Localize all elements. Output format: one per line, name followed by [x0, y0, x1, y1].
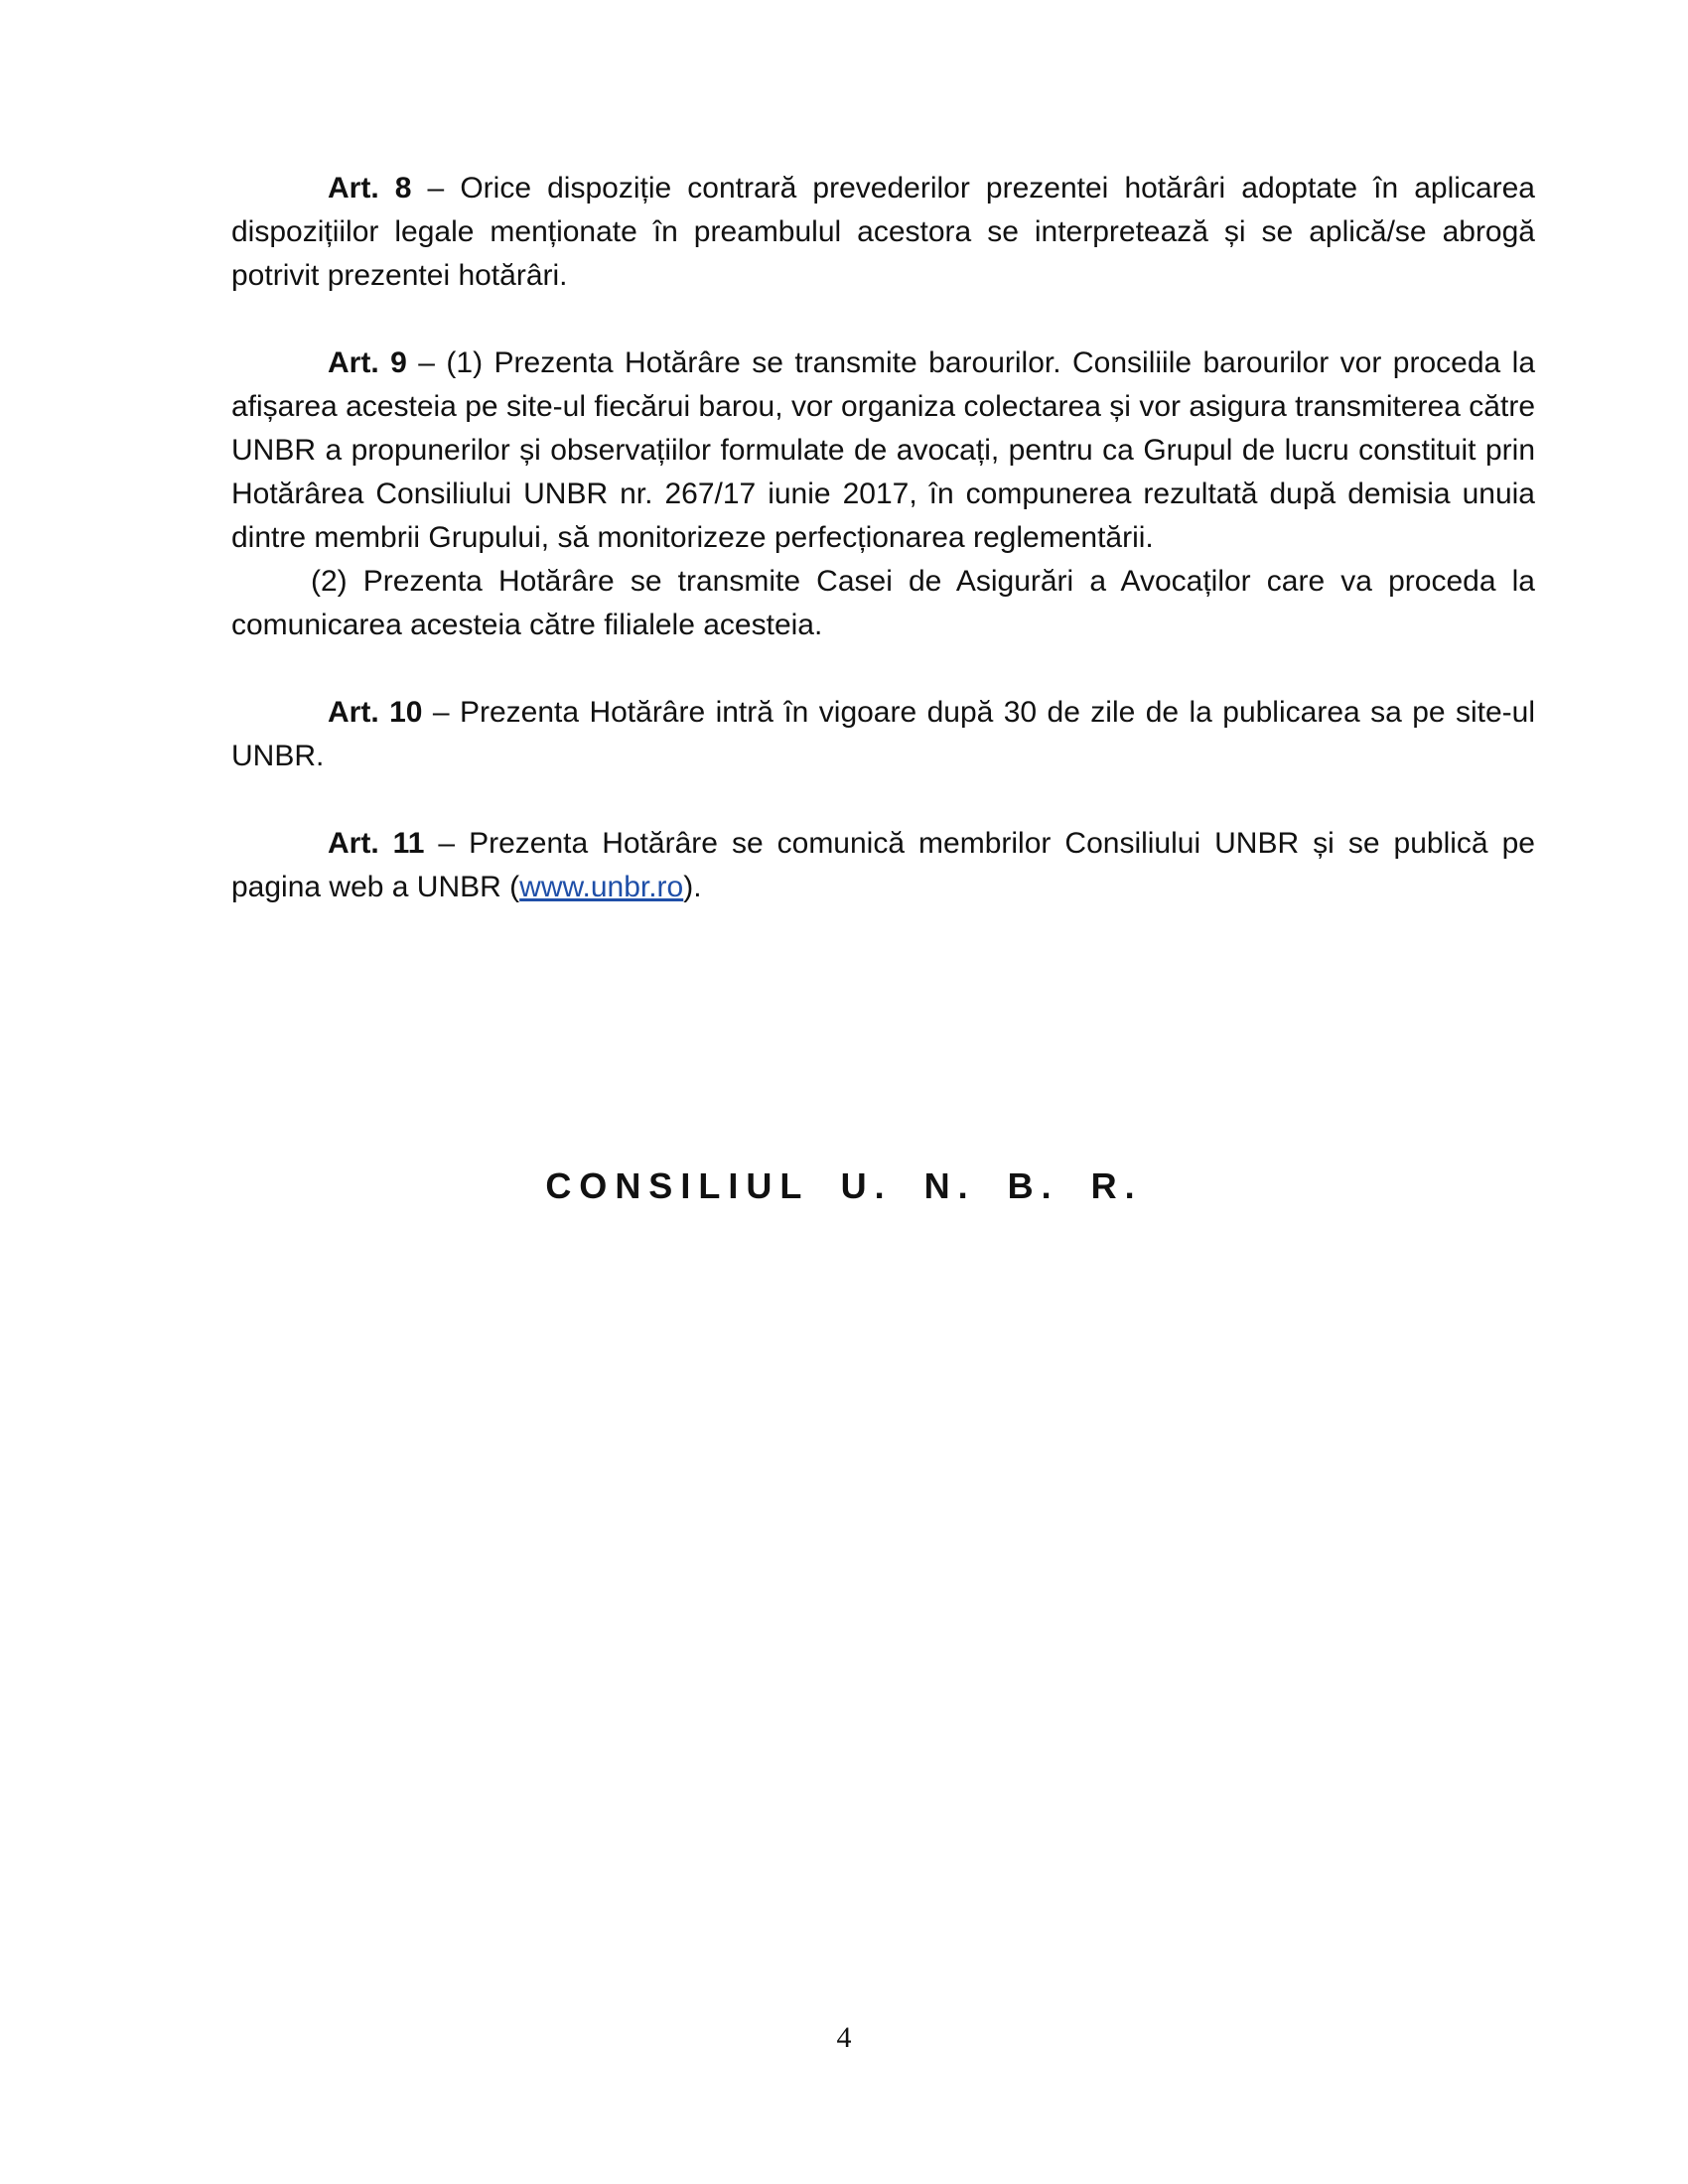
- page-number: 4: [836, 2021, 852, 2054]
- article-8: [231, 167, 1535, 298]
- spacer: [231, 778, 1535, 822]
- article-9-paragraph-1-text: – (1) Prezenta Hotărâre se transmite barourilor. Consiliile barourilor vor proceda la afișarea acesteia pe site-ul fiecărui barou, vor organiza colectarea și vor asigura transmiterea către UNBR a propunerilor și observațiilor formulate de avocați, pentru ca Grupul de lucru constituit prin Hotărârea Consiliului UNBR nr. 267/17 iunie 2017, în compunerea rezultată după demisia unuia dintre membrii Grupului, să monitorizeze perfecționarea reglementării.: [231, 346, 1536, 554]
- article-9-paragraph-2: (2) Prezenta Hotărâre se transmite Casei de Asigurări a Avocaților care va proceda la comunicarea acesteia către filialele acesteia.: [231, 565, 1535, 641]
- article-10-label: Art. 10: [328, 696, 423, 729]
- article-9-label: Art. 9: [328, 346, 407, 379]
- unbr-website-link[interactable]: www.unbr.ro: [519, 871, 684, 903]
- article-8-label: Art. 8: [328, 172, 412, 205]
- document-body: [231, 167, 1535, 909]
- spacer: [231, 647, 1535, 691]
- article-11-label: Art. 11: [328, 827, 425, 860]
- spacer: [231, 298, 1535, 341]
- article-9-paragraph-1: [231, 341, 1535, 560]
- article-11-text: – Prezenta Hotărâre se comunică membrilor Consiliului UNBR și se publică pe pagina web a UNBR (: [231, 827, 1535, 903]
- article-8-text: – Orice dispoziție contrară prevederilor prezentei hotărâri adoptate în aplicarea dispozițiilor legale menționate în preambulul acestora se interpretează și se aplică/se abrogă potrivit prezentei hotărâri.: [231, 172, 1535, 292]
- article-11: [231, 822, 1535, 909]
- article-11-text-end: ).: [683, 871, 702, 903]
- article-10: [231, 691, 1535, 778]
- article-10-text: – Prezenta Hotărâre intră în vigoare după 30 de zile de la publicarea sa pe site-ul UNBR.: [231, 696, 1535, 772]
- council-signature: CONSILIUL U. N. B. R.: [545, 1165, 1143, 1206]
